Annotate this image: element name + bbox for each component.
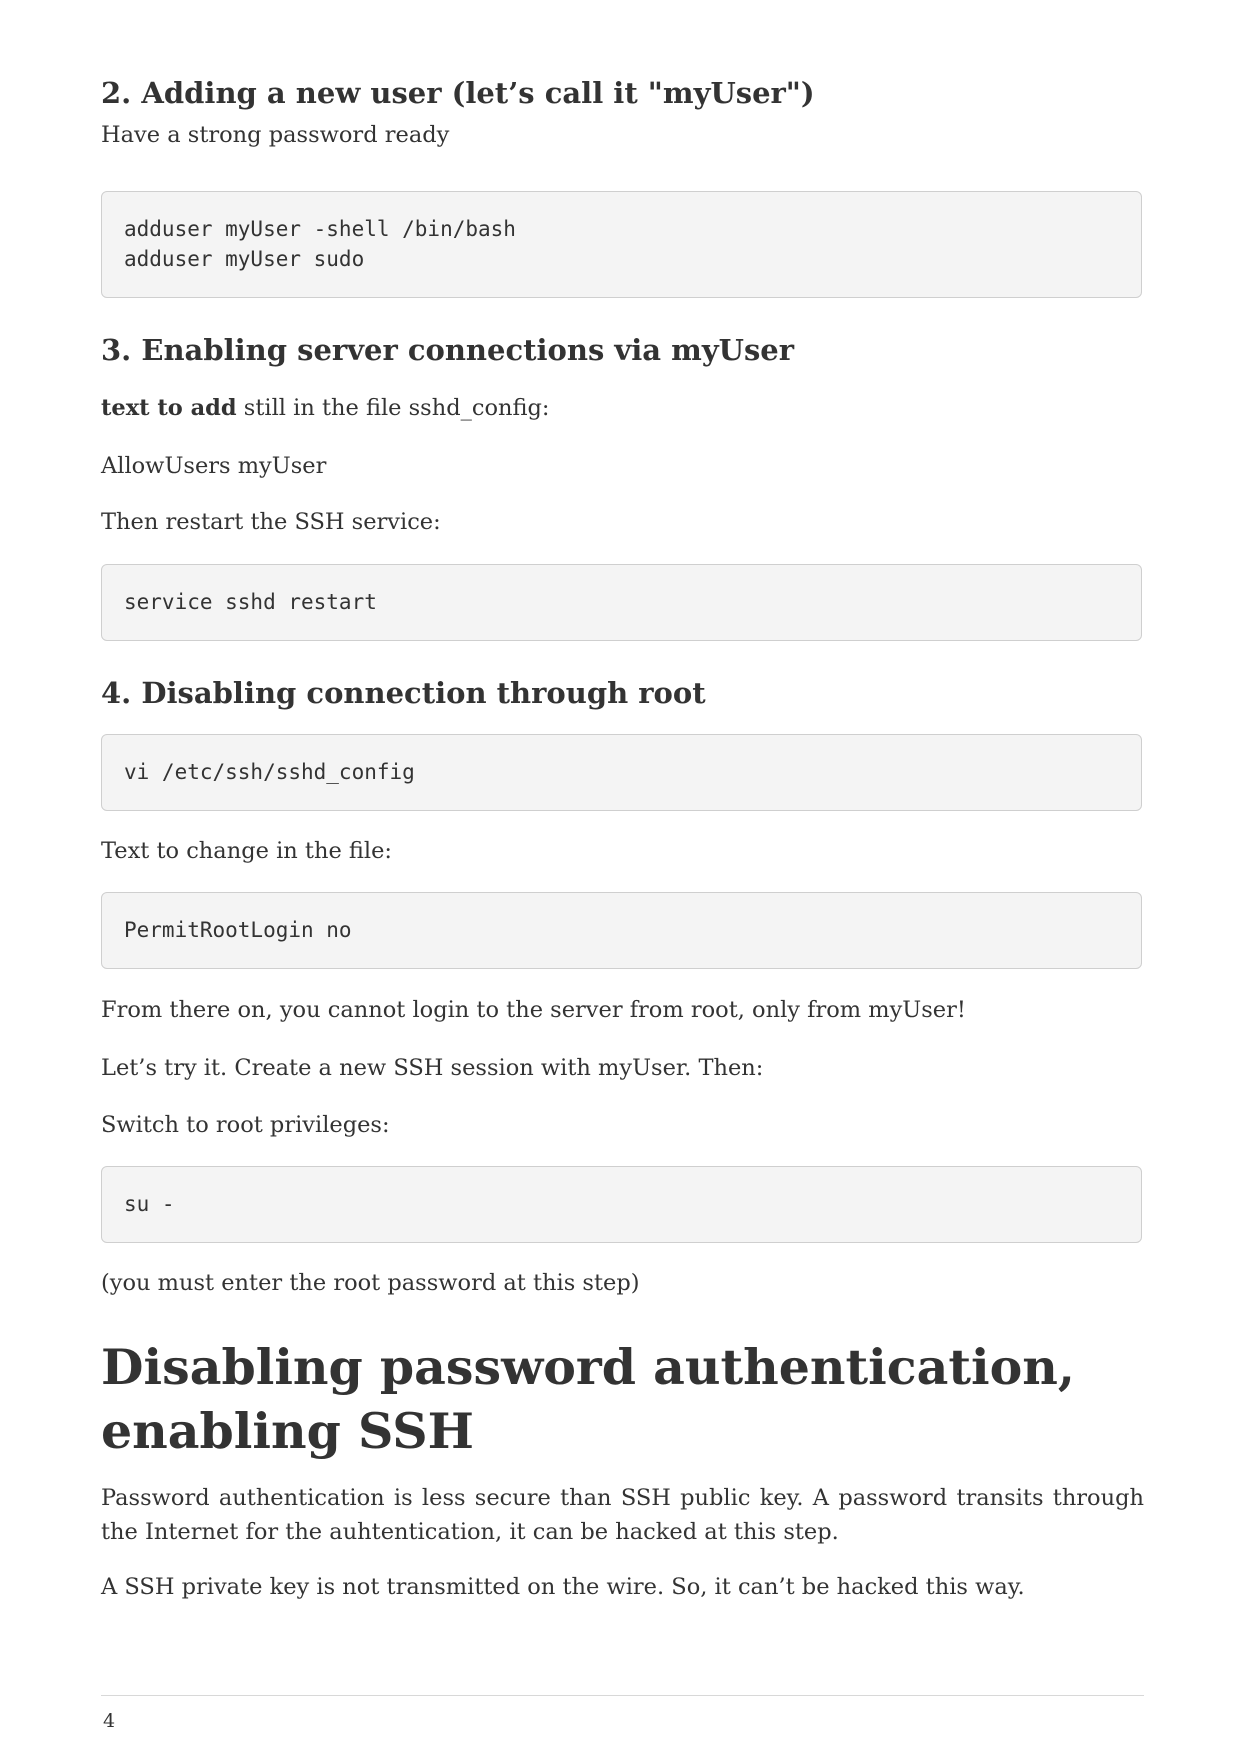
password-auth-paragraph: Password authentication is less secure than SSH public key. A password transits through the Internet for the auhtentication, it can be hacked at this step. bbox=[101, 1485, 1144, 1545]
change-intro-text: Text to change in the file: bbox=[101, 838, 393, 864]
footer-divider bbox=[101, 1695, 1144, 1696]
page-number: 4 bbox=[103, 1710, 116, 1732]
chapter-heading-disabling-password: Disabling password authentication, enabling SSH bbox=[101, 1338, 1075, 1460]
code-block-adduser bbox=[101, 191, 1142, 298]
ssh-key-paragraph: A SSH private key is not transmitted on the wire. So, it can’t be hacked this way. bbox=[101, 1574, 1025, 1600]
section-heading-disabling-root: 4. Disabling connection through root bbox=[101, 676, 706, 710]
password-intro-text: Have a strong password ready bbox=[101, 122, 450, 148]
code-line: adduser myUser sudo bbox=[124, 247, 365, 271]
bold-label: text to add bbox=[101, 395, 237, 421]
text-to-add-paragraph bbox=[101, 391, 1144, 425]
after-change-text: From there on, you cannot login to the server from root, only from myUser! bbox=[101, 997, 966, 1023]
code-block-su: su - bbox=[101, 1166, 1142, 1243]
allow-users-text: AllowUsers myUser bbox=[101, 453, 327, 479]
code-block-vi: vi /etc/ssh/sshd_config bbox=[101, 734, 1142, 811]
text-to-add-rest: still in the file sshd_config: bbox=[236, 395, 550, 421]
restart-intro-text: Then restart the SSH service: bbox=[101, 509, 441, 535]
code-block-permitrootlogin: PermitRootLogin no bbox=[101, 892, 1142, 969]
switch-root-text: Switch to root privileges: bbox=[101, 1112, 390, 1138]
section-heading-adding-user: 2. Adding a new user (let’s call it "myUser") bbox=[101, 76, 815, 110]
code-line: adduser myUser -shell /bin/bash bbox=[124, 217, 516, 241]
try-it-text: Let’s try it. Create a new SSH session with myUser. Then: bbox=[101, 1055, 764, 1081]
root-password-note: (you must enter the root password at this step) bbox=[101, 1270, 640, 1296]
section-heading-enabling-connections: 3. Enabling server connections via myUser bbox=[101, 333, 795, 367]
code-block-restart: service sshd restart bbox=[101, 564, 1142, 641]
